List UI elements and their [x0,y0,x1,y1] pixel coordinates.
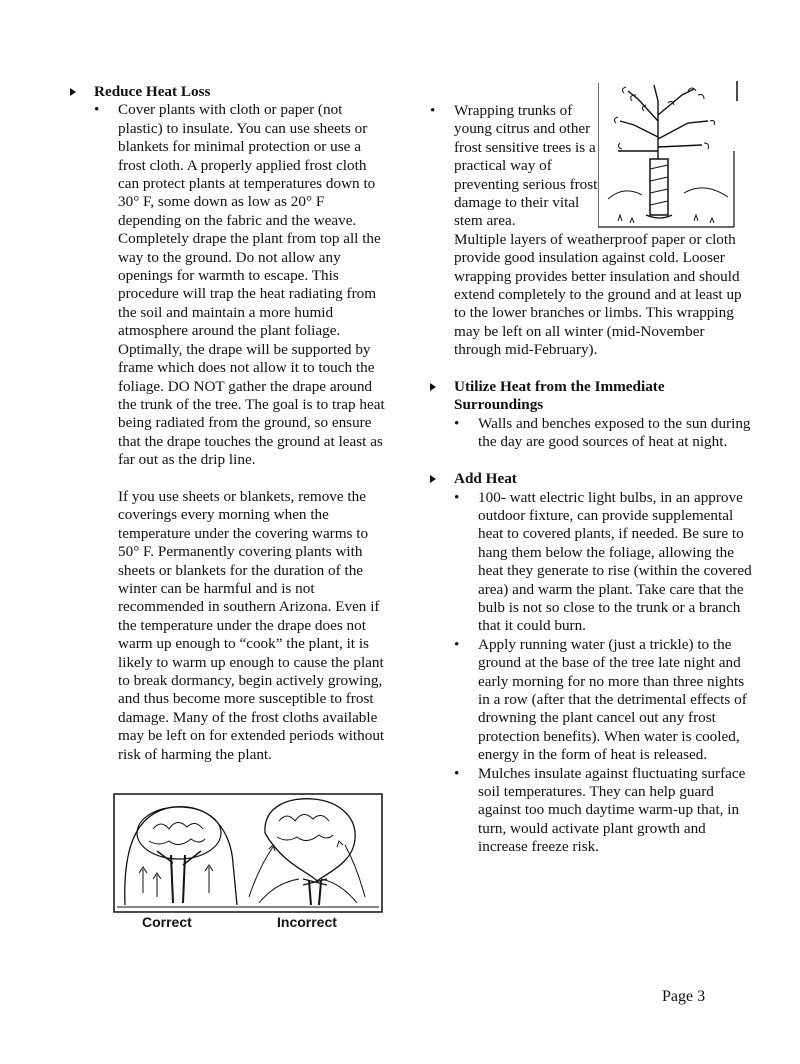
triangle-right-icon [430,475,436,483]
caption-incorrect: Incorrect [277,914,337,930]
bullet-icon: • [454,488,460,506]
paragraph-wrap-rest: Multiple layers of weatherproof paper or cloth provide good insulation against cold. Looser wrapping provides better insulation and should extend completely to the ground and at least up to the lower branches or limbs. This wrapping may be left on all winter (mid-November through mid-February). [454,230,742,359]
section-heading-utilize-heat [430,378,752,415]
page-number: Page 3 [662,988,706,1005]
list-item [430,102,752,360]
right-column [430,102,752,857]
bullet-icon: • [94,101,100,119]
heading-text: Reduce Heat Loss [94,83,211,100]
drape-illustration [113,793,383,915]
section-heading-reduce-heat-loss [70,83,390,101]
bullet-list [430,415,752,452]
paragraph: Apply running water (just a trickle) to the ground at the base of the tree late night and early morning for no more than three nights in a row (after that the detrimental effects of drowning the plant cancel out any frost protection benefits). When water is cooled, energy in the form of heat is released. [478,635,747,764]
paragraph-wrap-top: Wrapping trunks of young citrus and other frost sensitive trees is a practical way of preventing serious frost damage to their vital stem area. [454,102,598,230]
bullet-icon: • [454,764,460,782]
left-column [70,83,390,764]
paragraph: Walls and benches exposed to the sun during the day are good sources of heat at night. [478,414,751,451]
triangle-right-icon [430,383,436,391]
bullet-list [430,489,752,857]
list-item [454,415,752,452]
heading-text: Utilize Heat from the Immediate Surroundings [454,378,665,414]
list-item [94,101,390,469]
bullet-icon: • [454,414,460,432]
paragraph: Mulches insulate against fluctuating surface soil temperatures. They can help guard against too much daytime warm-up that, in turn, would activate plant growth and increase freeze risk. [478,764,746,856]
paragraph: If you use sheets or blankets, remove the coverings every morning when the temperature under the covering warms to 50° F. Permanently covering plants with sheets or blankets for the duration of the winter can be harmful and is not recommended in southern Arizona. Even if the temperature under the drape does not warm up enough to “cook” the plant, it is likely to warm up enough to cause the plant to break dormancy, begin actively growing, and thus become more susceptible to frost damage. Many of the frost cloths available may be left on for extended periods without risk of harming the plant. [118,487,385,763]
section-heading-add-heat [430,470,752,488]
caption-correct: Correct [142,914,192,930]
list-item [454,636,752,765]
list-item [454,765,752,857]
bullet-icon: • [454,635,460,653]
list-item [454,489,752,636]
bullet-icon: • [430,102,436,119]
paragraph: 100- watt electric light bulbs, in an approve outdoor fixture, can provide supplemental heat to covered plants, if needed. Be sure to hang them below the foliage, allowing the heat they generate to rise (within the covered area) and warm the plant. Take care that the bulb is not so close to the trunk or a branch that it could burn. [478,488,752,635]
paragraph: Cover plants with cloth or paper (not plastic) to insulate. You can use sheets or blankets for minimal protection or use a frost cloth. A properly applied frost cloth can protect plants at temperatures down to 30° F, some down as low as 20° F depending on the fabric and the weave. Completely drape the plant from top all the way to the ground. Do not allow any openings for warmth to escape. This procedure will trap the heat radiating from the soil and maintain a more humid atmosphere around the plant foliage. Optimally, the drape will be supported by frame which does not allow it to touch the foliage. DO NOT gather the drape around the trunk of the tree. The goal is to trap heat being radiated from the ground, so ensure that the drape touches the ground at least as far out as the drip line. [118,101,385,469]
bullet-list [70,101,390,469]
triangle-right-icon [70,88,76,96]
heading-text: Add Heat [454,470,517,488]
